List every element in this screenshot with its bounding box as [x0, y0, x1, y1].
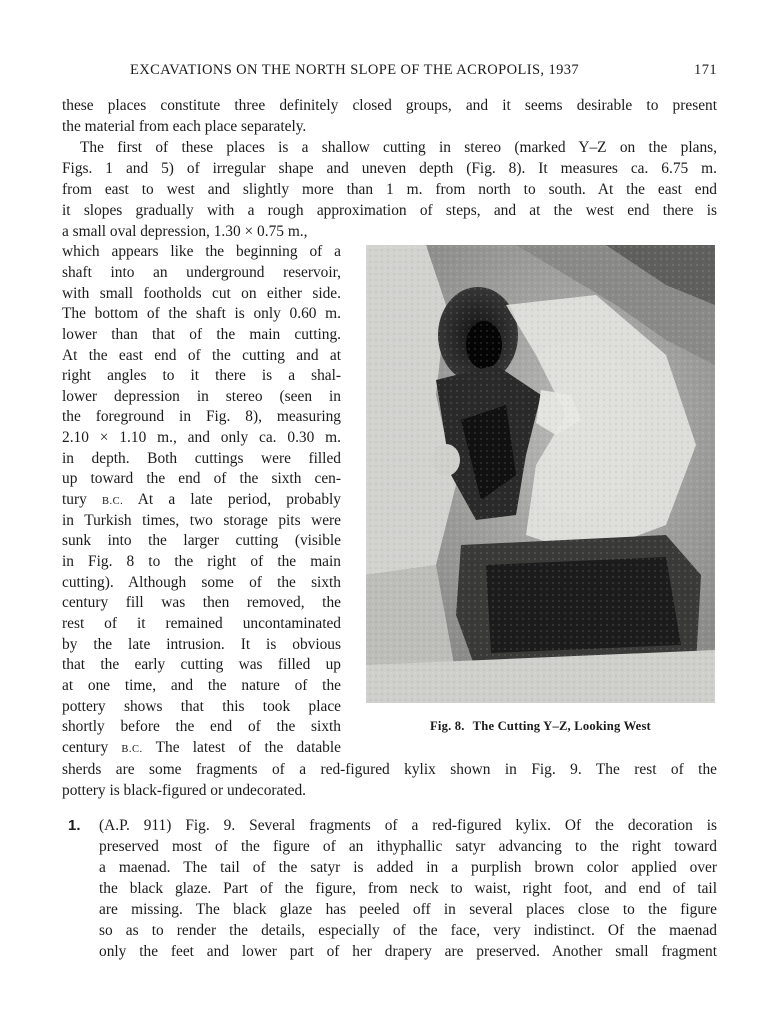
body-line: that the early cutting was filled up [62, 656, 341, 673]
catalogue-line: a maenad. The tail of the satyr is added in a purplish brown color applied over [99, 859, 717, 876]
body-line: 2.10 × 1.10 m., and only ca. 0.30 m. [62, 429, 341, 446]
body-line: tury B.C. At a late period, probably [62, 491, 341, 508]
body-line: At the east end of the cutting and at [62, 347, 341, 364]
excavation-photo [366, 245, 715, 703]
body-line: cutting). Although some of the sixth [62, 574, 341, 591]
figure-caption-text: The Cutting Y–Z, Looking West [472, 719, 651, 733]
body-line: these places constitute three definitely closed groups, and it seems desirable to present [62, 97, 717, 114]
catalogue-line: (A.P. 911) Fig. 9. Several fragments of a red-figured kylix. Of the decoration is [99, 817, 717, 834]
body-line: in depth. Both cuttings were filled [62, 450, 341, 467]
body-line: in Fig. 8 to the right of the main [62, 553, 341, 570]
body-line: with small footholds cut on either side. [62, 285, 341, 302]
body-line: right angles to it there is a shal- [62, 367, 341, 384]
figure-photo [366, 245, 715, 703]
running-head [62, 62, 717, 82]
page-number: 171 [694, 62, 717, 78]
body-line: at one time, and the nature of the [62, 677, 341, 694]
body-line: lower than that of the main cutting. [62, 326, 341, 343]
body-line: shaft into an underground reservoir, [62, 264, 341, 281]
body-line: pottery shows that this took place [62, 698, 341, 715]
catalogue-line: the black glaze. Part of the figure, from neck to waist, right foot, and end of tail [99, 880, 717, 897]
body-line: century B.C. The latest of the datable [62, 739, 341, 756]
running-title: EXCAVATIONS ON THE NORTH SLOPE OF THE ACROPOLIS, 1937 [130, 62, 580, 78]
body-line: up toward the end of the sixth cen- [62, 470, 341, 487]
body-line: rest of it remained uncontaminated [62, 615, 341, 632]
body-line: sherds are some fragments of a red-figured kylix shown in Fig. 9. The rest of the [62, 761, 717, 778]
figure-caption [366, 719, 715, 734]
body-line: by the late intrusion. It is obvious [62, 636, 341, 653]
body-line: lower depression in stereo (seen in [62, 388, 341, 405]
catalogue-line: only the feet and lower part of her drapery are preserved. Another small fragment [99, 943, 717, 960]
body-line: Figs. 1 and 5) of irregular shape and uneven depth (Fig. 8). It measures ca. 6.75 m. [62, 160, 717, 177]
body-line: century fill was then removed, the [62, 594, 341, 611]
figure-number: Fig. 8. [430, 719, 465, 733]
catalogue-line: are missing. The black glaze has peeled off in several places close to the figure [99, 901, 717, 918]
catalogue-number: 1. [68, 817, 81, 834]
body-line: in Turkish times, two storage pits were [62, 512, 341, 529]
body-line: the material from each place separately. [62, 118, 307, 135]
body-line: shortly before the end of the sixth [62, 718, 341, 735]
body-line: The first of these places is a shallow cutting in stereo (marked Y–Z on the plans, [80, 139, 717, 156]
body-line: The bottom of the shaft is only 0.60 m. [62, 305, 341, 322]
body-line: a small oval depression, 1.30 × 0.75 m., [62, 223, 308, 240]
catalogue-line: preserved most of the figure of an ithyphallic satyr advancing to the right toward [99, 838, 717, 855]
body-line: sunk into the larger cutting (visible [62, 532, 341, 549]
body-line: the foreground in Fig. 8), measuring [62, 408, 341, 425]
body-line: pottery is black-figured or undecorated. [62, 782, 307, 799]
body-line: it slopes gradually with a rough approximation of steps, and at the west end there is [62, 202, 717, 219]
catalogue-line: so as to render the details, especially of the face, very indistinct. Of the maenad [99, 922, 717, 939]
body-line: which appears like the beginning of a [62, 243, 341, 260]
body-line: from east to west and slightly more than 1 m. from north to south. At the east end [62, 181, 717, 198]
